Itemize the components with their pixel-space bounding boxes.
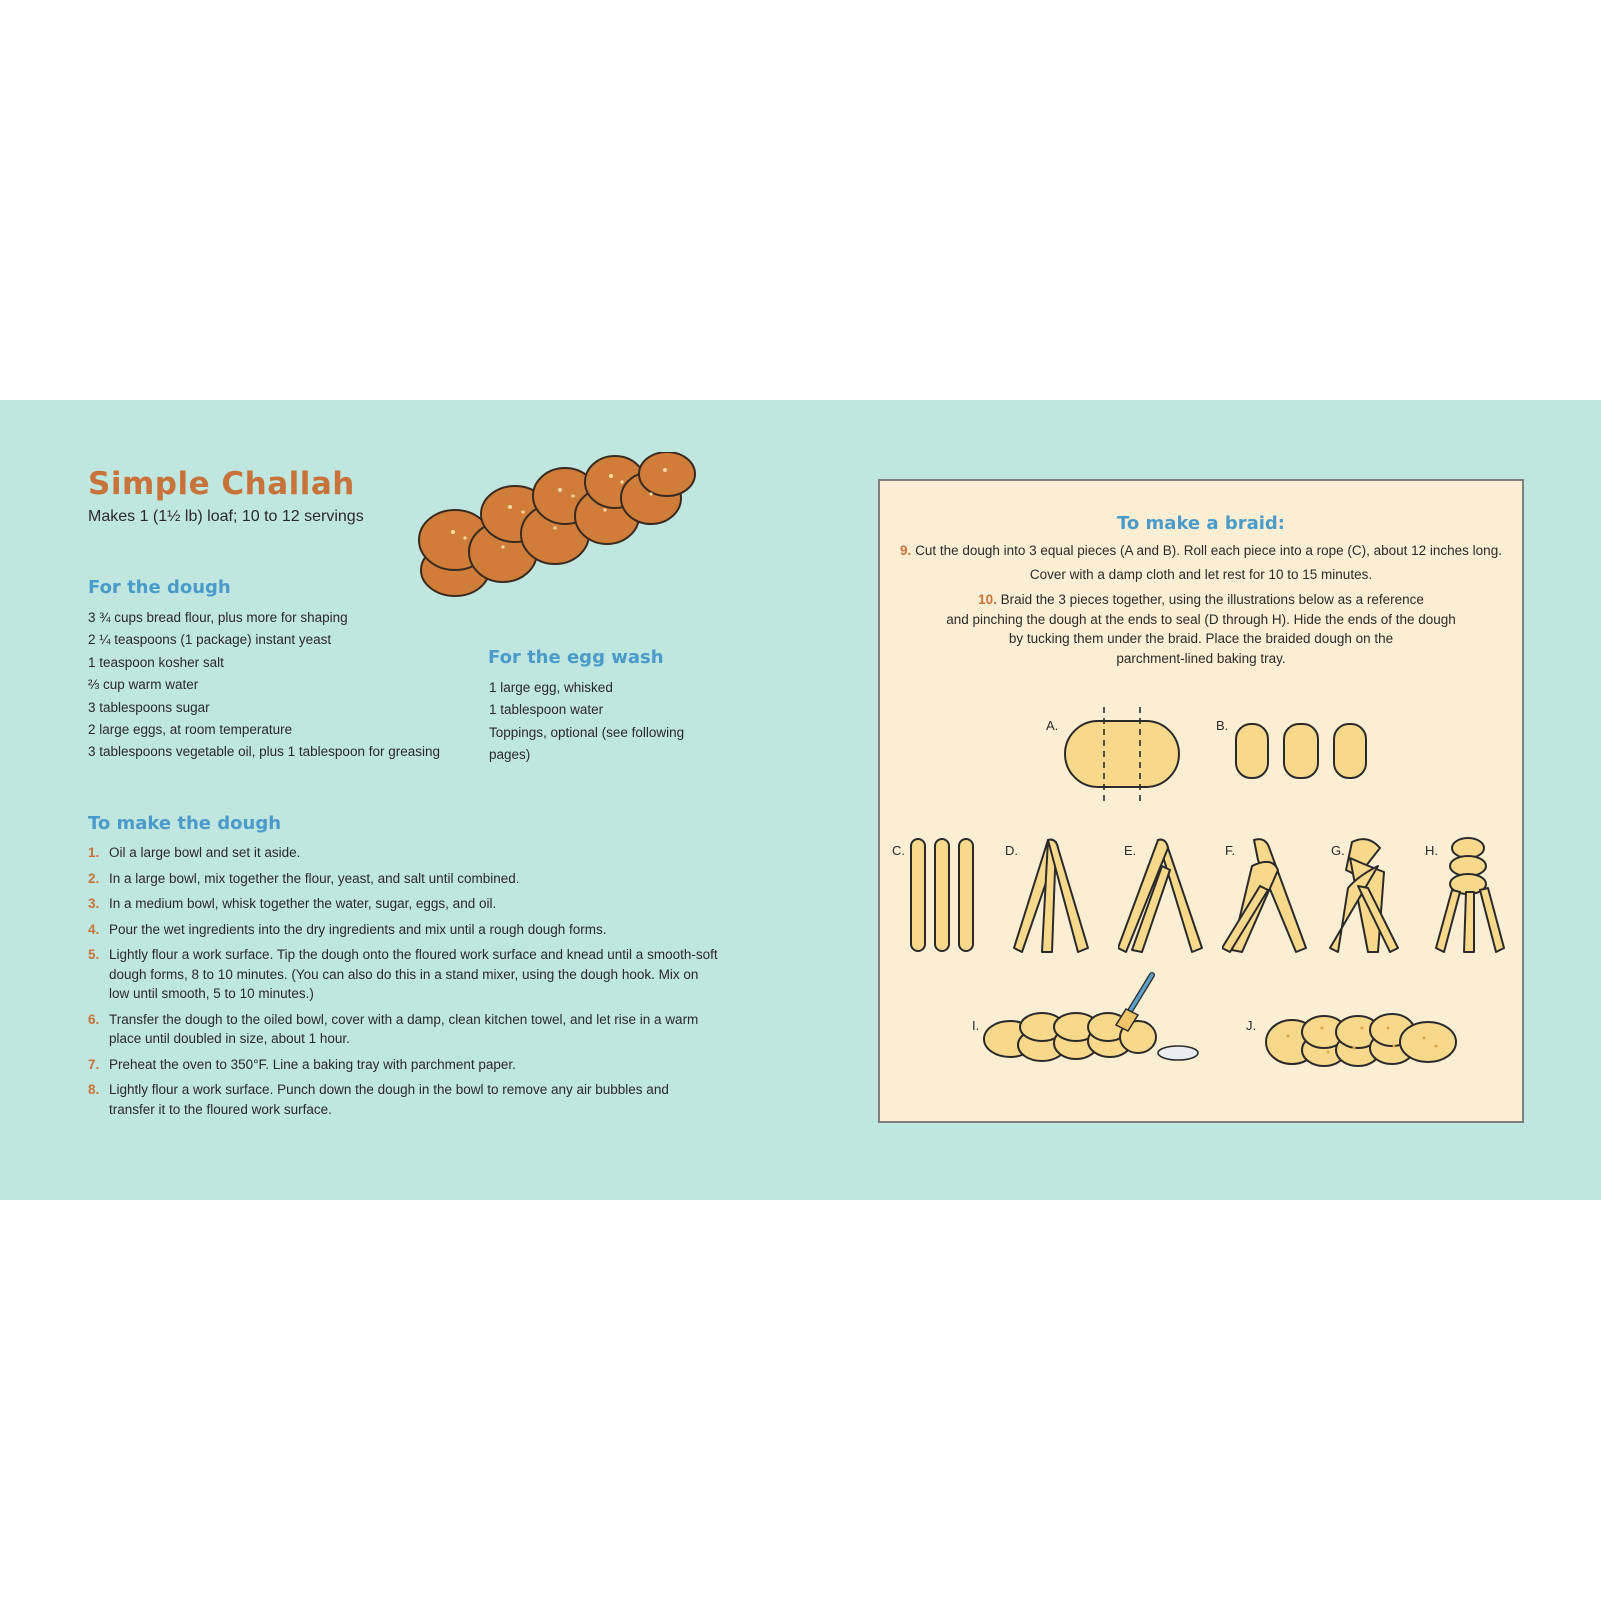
dough-ball-illustration [1060, 703, 1190, 803]
step-text: parchment-lined baking tray. [1116, 650, 1286, 666]
step-text: Preheat the oven to 350°F. Line a baking tray with parchment paper. [109, 1056, 516, 1072]
step-item [88, 1080, 718, 1119]
finished-braid-illustration [1264, 1006, 1464, 1076]
make-dough-heading: To make the dough [88, 813, 282, 834]
list-item: 2 large eggs, at room temperature [88, 721, 293, 737]
dough-ropes-illustration [908, 836, 978, 956]
diagram-label-j: J. [1246, 1018, 1257, 1033]
braid-step-e-illustration [1118, 836, 1208, 956]
step-number: 3. [88, 896, 100, 911]
list-item: 3 ¾ cups bread flour, plus more for shaping [88, 610, 348, 625]
step-number: 7. [88, 1056, 100, 1072]
list-item: 2 ¼ teaspoons (1 package) instant yeast [88, 632, 332, 648]
step-text: In a large bowl, mix together the flour, yeast, and salt until combined. [109, 870, 520, 886]
step-text: In a medium bowl, whisk together the water, sugar, eggs, and oil. [109, 896, 497, 911]
challah-illustration [415, 452, 705, 602]
list-item: 3 tablespoons vegetable oil, plus 1 tablespoon for greasing [88, 744, 440, 760]
step-text: Cut the dough into 3 equal pieces (A and B). Roll each piece into a rope (C), about 12 inches long. [915, 543, 1502, 558]
step-item [88, 894, 718, 914]
step-text: Braid the 3 pieces together, using the illustrations below as a reference [1000, 592, 1424, 607]
list-item: 3 tablespoons sugar [88, 699, 210, 715]
step-item [88, 1010, 718, 1049]
egg-wash-heading: For the egg wash [488, 647, 664, 668]
step-number: 4. [88, 921, 100, 937]
egg-wash-list [489, 677, 684, 767]
list-item: 1 teaspoon kosher salt [88, 654, 224, 670]
step-text: Pour the wet ingredients into the dry ingredients and mix until a rough dough forms. [109, 921, 607, 937]
recipe-title: Simple Challah [88, 466, 355, 502]
dough-ingredients-heading: For the dough [88, 577, 231, 598]
step-text: Lightly flour a work surface. Punch down the dough in the bowl to remove any air bubbles and transfer it to the floured work surface. [109, 1082, 669, 1117]
dough-ingredient-list [88, 607, 440, 764]
diagram-label-b: B. [1216, 718, 1229, 733]
diagram-label-c: C. [892, 843, 905, 858]
diagram-label-h: H. [1425, 843, 1438, 858]
step-text: by tucking them under the braid. Place the braided dough on the [1008, 631, 1394, 646]
diagram-label-g: G. [1331, 843, 1345, 858]
braid-step-9 [880, 541, 1522, 584]
step-number: 9. [900, 543, 912, 558]
step-number: 2. [88, 870, 100, 886]
list-item: Toppings, optional (see following [489, 724, 685, 740]
make-dough-steps [88, 843, 718, 1125]
braid-instructions-panel [878, 479, 1524, 1123]
braid-step-h-illustration [1432, 836, 1512, 956]
step-number: 1. [88, 845, 100, 860]
diagram-label-a: A. [1046, 718, 1059, 733]
egg-wash-brushing-illustration [980, 971, 1210, 1081]
diagram-label-d: D. [1005, 843, 1018, 858]
step-text: and pinching the dough at the ends to seal (D through H). Hide the ends of the dough [946, 611, 1456, 627]
recipe-yield: Makes 1 (1½ lb) loaf; 10 to 12 servings [88, 508, 364, 525]
braid-step-f-illustration [1222, 836, 1312, 956]
step-item [88, 945, 718, 1004]
step-text: Oil a large bowl and set it aside. [109, 845, 301, 860]
braid-step-d-illustration [1012, 836, 1092, 956]
step-text: Transfer the dough to the oiled bowl, cover with a damp, clean kitchen towel, and let rise in a warm place until doubled in size, about 1 hour. [109, 1011, 699, 1046]
list-item: pages) [489, 747, 531, 763]
step-number: 6. [88, 1011, 100, 1027]
step-item [88, 920, 718, 940]
diagram-label-f: F. [1225, 843, 1236, 858]
step-item [88, 1055, 718, 1075]
braid-step-g-illustration [1328, 836, 1408, 956]
list-item: ⅔ cup warm water [88, 677, 199, 693]
diagram-label-i: I. [972, 1018, 980, 1033]
step-text: Cover with a damp cloth and let rest for 10 to 15 minutes. [1029, 566, 1373, 582]
braid-heading: To make a braid: [1117, 513, 1285, 534]
step-number: 8. [88, 1082, 100, 1097]
step-number: 10. [978, 592, 997, 607]
list-item: 1 tablespoon water [489, 702, 604, 718]
dough-pieces-illustration [1233, 721, 1373, 783]
list-item: 1 large egg, whisked [489, 680, 613, 695]
step-number: 5. [88, 947, 100, 962]
step-text: Lightly flour a work surface. Tip the dough onto the floured work surface and knead until a smooth-soft dough forms, 8 to 10 minutes. (You can also do this in a stand mixer, using the dough hook. Mix on low until smooth, 5 to 10 minutes.) [109, 947, 718, 1001]
diagram-label-e: E. [1124, 843, 1137, 858]
step-item [88, 843, 718, 863]
braid-step-10 [880, 590, 1522, 668]
step-item [88, 869, 718, 889]
